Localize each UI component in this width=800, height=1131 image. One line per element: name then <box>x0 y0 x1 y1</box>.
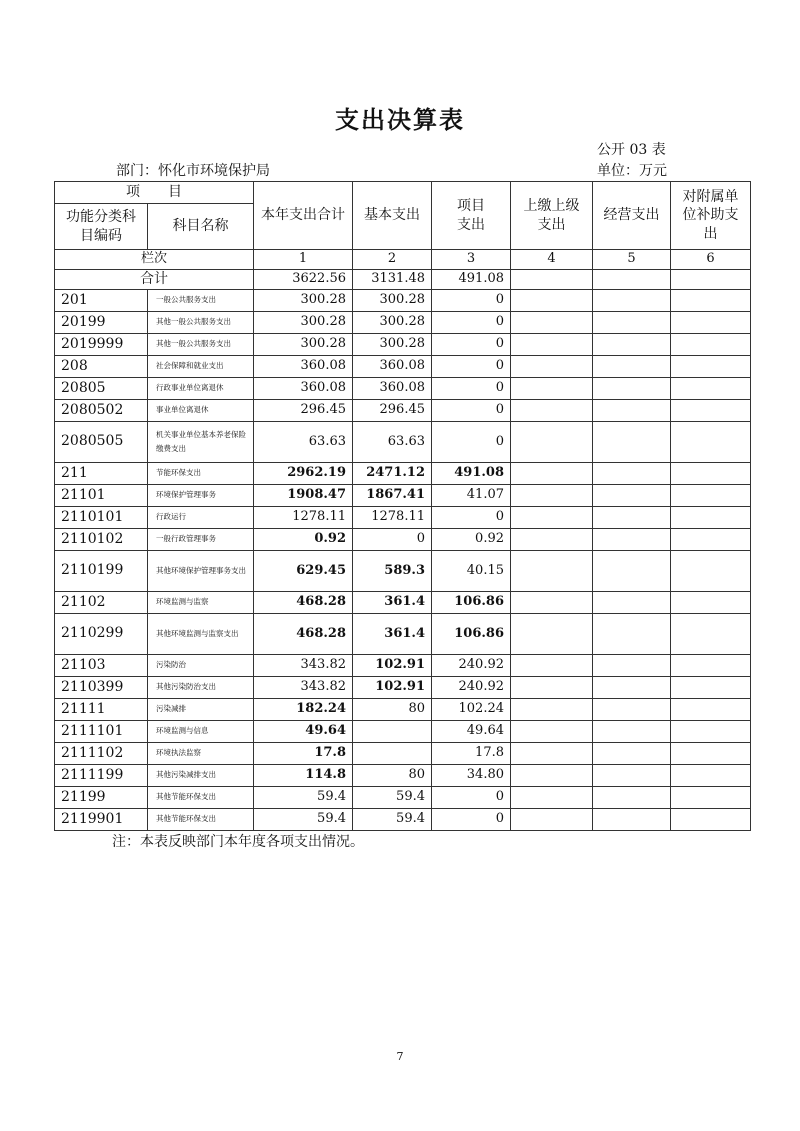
empty-cell <box>671 378 751 400</box>
amount-total: 59.4 <box>254 787 353 809</box>
empty-cell <box>671 507 751 529</box>
amount-basic: 59.4 <box>353 809 432 831</box>
index-cell: 5 <box>593 250 671 270</box>
empty-cell <box>511 743 593 765</box>
empty-cell <box>593 312 671 334</box>
subject-code: 21102 <box>55 592 148 614</box>
amount-total: 629.45 <box>254 551 353 592</box>
empty-cell <box>593 356 671 378</box>
page-title: 支出决算表 <box>335 105 465 134</box>
amount-project: 0 <box>432 787 511 809</box>
total-label: 合计 <box>55 270 254 290</box>
subject-code: 2110102 <box>55 529 148 551</box>
header-code: 功能分类科目编码 <box>55 204 148 250</box>
subject-code: 2110199 <box>55 551 148 592</box>
empty-cell <box>511 551 593 592</box>
amount-basic: 102.91 <box>353 655 432 677</box>
amount-total: 182.24 <box>254 699 353 721</box>
empty-cell <box>671 422 751 463</box>
subject-name: 环境监测与监察 <box>148 592 254 614</box>
empty-cell <box>511 592 593 614</box>
empty-cell <box>511 699 593 721</box>
subject-name: 其他节能环保支出 <box>148 787 254 809</box>
empty-cell <box>671 677 751 699</box>
subject-code: 21199 <box>55 787 148 809</box>
empty-cell <box>671 356 751 378</box>
subject-name: 节能环保支出 <box>148 463 254 485</box>
table-row <box>55 699 751 721</box>
amount-total: 17.8 <box>254 743 353 765</box>
empty-cell <box>511 463 593 485</box>
empty-cell <box>671 334 751 356</box>
subject-name: 行政运行 <box>148 507 254 529</box>
subject-name: 其他环境保护管理事务支出 <box>148 551 254 592</box>
empty-cell <box>593 485 671 507</box>
empty-cell <box>671 400 751 422</box>
empty-cell <box>671 765 751 787</box>
header-upper: 上缴上级支出 <box>511 182 593 250</box>
subject-code: 201 <box>55 290 148 312</box>
amount-project: 0 <box>432 422 511 463</box>
amount-project: 49.64 <box>432 721 511 743</box>
subject-name: 其他一般公共服务支出 <box>148 334 254 356</box>
table-row <box>55 551 751 592</box>
empty-cell <box>671 743 751 765</box>
empty-cell <box>593 614 671 655</box>
empty-cell <box>671 809 751 831</box>
index-cell: 2 <box>353 250 432 270</box>
amount-project: 240.92 <box>432 655 511 677</box>
table-row <box>55 765 751 787</box>
subject-code: 2111101 <box>55 721 148 743</box>
amount-project: 102.24 <box>432 699 511 721</box>
amount-project: 0 <box>432 400 511 422</box>
empty-cell <box>593 290 671 312</box>
index-cell: 6 <box>671 250 751 270</box>
subject-name: 其他一般公共服务支出 <box>148 312 254 334</box>
table-row <box>55 312 751 334</box>
empty-cell <box>511 655 593 677</box>
amount-total: 468.28 <box>254 614 353 655</box>
empty-cell <box>593 655 671 677</box>
amount-basic <box>353 721 432 743</box>
amount-total: 343.82 <box>254 677 353 699</box>
amount-basic: 1867.41 <box>353 485 432 507</box>
empty-cell <box>671 290 751 312</box>
table-row <box>55 422 751 463</box>
empty-cell <box>671 592 751 614</box>
empty-cell <box>593 765 671 787</box>
subject-name: 行政事业单位离退休 <box>148 378 254 400</box>
amount-total: 360.08 <box>254 378 353 400</box>
subject-name: 一般公共服务支出 <box>148 290 254 312</box>
subject-name: 其他污染防治支出 <box>148 677 254 699</box>
amount-basic: 80 <box>353 765 432 787</box>
empty-cell <box>511 721 593 743</box>
subject-code: 2110101 <box>55 507 148 529</box>
total-amount: 3622.56 <box>254 270 353 290</box>
amount-project: 17.8 <box>432 743 511 765</box>
empty-cell <box>671 270 751 290</box>
page-number: 7 <box>396 1050 404 1063</box>
subject-name: 环境监测与信息 <box>148 721 254 743</box>
subject-name: 一般行政管理事务 <box>148 529 254 551</box>
subject-code: 21101 <box>55 485 148 507</box>
empty-cell <box>593 743 671 765</box>
department-label: 部门：怀化市环境保护局 <box>116 163 270 179</box>
subject-name: 其他节能环保支出 <box>148 809 254 831</box>
subject-code: 2111199 <box>55 765 148 787</box>
empty-cell <box>511 378 593 400</box>
header-subsidy: 对附属单位补助支出 <box>671 182 751 250</box>
amount-basic: 300.28 <box>353 290 432 312</box>
amount-basic: 63.63 <box>353 422 432 463</box>
footnote: 注：本表反映部门本年度各项支出情况。 <box>112 834 364 850</box>
amount-basic: 80 <box>353 699 432 721</box>
empty-cell <box>511 614 593 655</box>
amount-project: 34.80 <box>432 765 511 787</box>
empty-cell <box>593 809 671 831</box>
empty-cell <box>593 677 671 699</box>
subject-code: 2110299 <box>55 614 148 655</box>
amount-total: 1908.47 <box>254 485 353 507</box>
table-row <box>55 655 751 677</box>
subject-code: 2110399 <box>55 677 148 699</box>
empty-cell <box>511 507 593 529</box>
table-row <box>55 400 751 422</box>
amount-total: 1278.11 <box>254 507 353 529</box>
empty-cell <box>511 787 593 809</box>
header-name: 科目名称 <box>148 204 254 250</box>
header-item: 项 目 <box>55 182 254 204</box>
amount-basic: 1278.11 <box>353 507 432 529</box>
subject-name: 环境执法监察 <box>148 743 254 765</box>
subject-name: 污染减排 <box>148 699 254 721</box>
subject-code: 2111102 <box>55 743 148 765</box>
amount-project: 0.92 <box>432 529 511 551</box>
empty-cell <box>593 334 671 356</box>
header-total: 本年支出合计 <box>254 182 353 250</box>
total-basic: 3131.48 <box>353 270 432 290</box>
subject-code: 2080502 <box>55 400 148 422</box>
amount-project: 106.86 <box>432 614 511 655</box>
empty-cell <box>671 614 751 655</box>
subject-code: 21111 <box>55 699 148 721</box>
amount-basic: 361.4 <box>353 614 432 655</box>
amount-project: 0 <box>432 312 511 334</box>
empty-cell <box>511 270 593 290</box>
empty-cell <box>671 721 751 743</box>
amount-project: 0 <box>432 378 511 400</box>
table-row <box>55 787 751 809</box>
amount-basic: 589.3 <box>353 551 432 592</box>
amount-total: 343.82 <box>254 655 353 677</box>
table-row <box>55 334 751 356</box>
table-row <box>55 809 751 831</box>
subject-name: 污染防治 <box>148 655 254 677</box>
amount-total: 114.8 <box>254 765 353 787</box>
empty-cell <box>593 721 671 743</box>
amount-basic: 300.28 <box>353 312 432 334</box>
empty-cell <box>511 677 593 699</box>
amount-project: 0 <box>432 809 511 831</box>
amount-basic: 296.45 <box>353 400 432 422</box>
amount-basic: 360.08 <box>353 356 432 378</box>
amount-project: 491.08 <box>432 463 511 485</box>
amount-total: 296.45 <box>254 400 353 422</box>
index-label: 栏次 <box>55 250 254 270</box>
table-row <box>55 463 751 485</box>
empty-cell <box>511 765 593 787</box>
table-row <box>55 485 751 507</box>
amount-basic: 0 <box>353 529 432 551</box>
amount-basic: 2471.12 <box>353 463 432 485</box>
form-number: 公开 03 表 <box>597 142 666 158</box>
empty-cell <box>511 290 593 312</box>
amount-total: 360.08 <box>254 356 353 378</box>
amount-project: 0 <box>432 290 511 312</box>
amount-total: 63.63 <box>254 422 353 463</box>
amount-total: 300.28 <box>254 312 353 334</box>
amount-total: 300.28 <box>254 290 353 312</box>
amount-total: 468.28 <box>254 592 353 614</box>
empty-cell <box>593 551 671 592</box>
total-project: 491.08 <box>432 270 511 290</box>
amount-basic: 59.4 <box>353 787 432 809</box>
index-cell: 1 <box>254 250 353 270</box>
empty-cell <box>671 551 751 592</box>
amount-total: 59.4 <box>254 809 353 831</box>
empty-cell <box>671 463 751 485</box>
subject-code: 20199 <box>55 312 148 334</box>
amount-project: 240.92 <box>432 677 511 699</box>
empty-cell <box>511 485 593 507</box>
empty-cell <box>671 787 751 809</box>
table-row <box>55 507 751 529</box>
table-row <box>55 378 751 400</box>
subject-code: 2080505 <box>55 422 148 463</box>
subject-name: 社会保障和就业支出 <box>148 356 254 378</box>
subject-code: 2019999 <box>55 334 148 356</box>
empty-cell <box>511 312 593 334</box>
empty-cell <box>671 485 751 507</box>
amount-total: 0.92 <box>254 529 353 551</box>
amount-project: 0 <box>432 507 511 529</box>
index-cell: 4 <box>511 250 593 270</box>
empty-cell <box>671 655 751 677</box>
amount-project: 40.15 <box>432 551 511 592</box>
empty-cell <box>593 422 671 463</box>
subject-code: 21103 <box>55 655 148 677</box>
header-project: 项目支出 <box>432 182 511 250</box>
unit-label: 单位：万元 <box>597 163 667 179</box>
amount-project: 106.86 <box>432 592 511 614</box>
empty-cell <box>593 400 671 422</box>
empty-cell <box>511 334 593 356</box>
expenditure-table <box>54 181 751 831</box>
subject-code: 211 <box>55 463 148 485</box>
empty-cell <box>593 592 671 614</box>
empty-cell <box>671 699 751 721</box>
amount-total: 49.64 <box>254 721 353 743</box>
empty-cell <box>511 356 593 378</box>
table-row <box>55 356 751 378</box>
empty-cell <box>593 378 671 400</box>
empty-cell <box>671 312 751 334</box>
subject-code: 20805 <box>55 378 148 400</box>
empty-cell <box>593 270 671 290</box>
subject-code: 2119901 <box>55 809 148 831</box>
subject-name: 环境保护管理事务 <box>148 485 254 507</box>
amount-project: 0 <box>432 356 511 378</box>
empty-cell <box>511 400 593 422</box>
empty-cell <box>593 787 671 809</box>
subject-name: 事业单位离退休 <box>148 400 254 422</box>
subject-code: 208 <box>55 356 148 378</box>
amount-basic: 360.08 <box>353 378 432 400</box>
amount-basic: 102.91 <box>353 677 432 699</box>
table-row <box>55 743 751 765</box>
empty-cell <box>671 529 751 551</box>
table-row <box>55 290 751 312</box>
header-business: 经营支出 <box>593 182 671 250</box>
index-cell: 3 <box>432 250 511 270</box>
amount-total: 300.28 <box>254 334 353 356</box>
empty-cell <box>593 507 671 529</box>
amount-basic: 361.4 <box>353 592 432 614</box>
empty-cell <box>593 529 671 551</box>
table-row <box>55 592 751 614</box>
amount-project: 41.07 <box>432 485 511 507</box>
table-row <box>55 614 751 655</box>
amount-project: 0 <box>432 334 511 356</box>
empty-cell <box>511 529 593 551</box>
table-row <box>55 529 751 551</box>
amount-total: 2962.19 <box>254 463 353 485</box>
amount-basic: 300.28 <box>353 334 432 356</box>
subject-name: 机关事业单位基本养老保险缴费支出 <box>148 422 254 463</box>
empty-cell <box>593 699 671 721</box>
table-row <box>55 677 751 699</box>
table-row <box>55 721 751 743</box>
header-basic: 基本支出 <box>353 182 432 250</box>
subject-name: 其他污染减排支出 <box>148 765 254 787</box>
amount-basic <box>353 743 432 765</box>
empty-cell <box>593 463 671 485</box>
empty-cell <box>511 809 593 831</box>
empty-cell <box>511 422 593 463</box>
subject-name: 其他环境监测与监察支出 <box>148 614 254 655</box>
